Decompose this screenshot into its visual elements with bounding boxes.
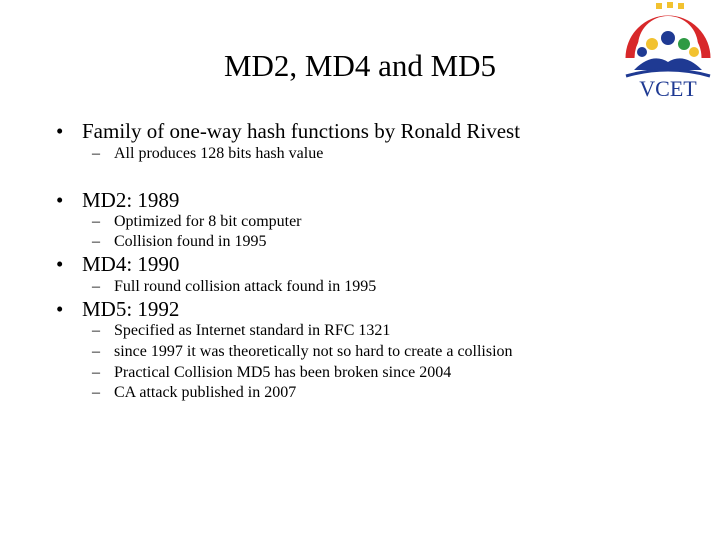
bullet-text: Family of one-way hash functions by Ronald Rivest <box>82 119 521 143</box>
sub-item <box>92 363 451 383</box>
bullet-item <box>56 296 179 322</box>
bullet-item <box>56 118 520 144</box>
dash-marker: – <box>92 364 100 381</box>
bullet-marker: • <box>56 297 64 321</box>
dash-marker: – <box>92 233 100 250</box>
sub-text: Practical Collision MD5 has been broken since 2004 <box>114 364 452 381</box>
dash-marker: – <box>92 213 100 230</box>
dash-marker: – <box>92 322 100 339</box>
bullet-marker: • <box>56 119 64 143</box>
sub-text: CA attack published in 2007 <box>114 384 297 401</box>
sub-text: Specified as Internet standard in RFC 1321 <box>114 322 391 339</box>
sub-item <box>92 383 296 403</box>
bullet-item <box>56 251 179 277</box>
sub-item <box>92 232 266 252</box>
sub-item <box>92 277 376 297</box>
sub-item <box>92 342 513 362</box>
dash-marker: – <box>92 278 100 295</box>
bullet-item <box>56 187 179 213</box>
bullet-marker: • <box>56 188 64 212</box>
bullet-marker: • <box>56 252 64 276</box>
sub-item <box>92 144 323 164</box>
sub-text: All produces 128 bits hash value <box>114 145 324 162</box>
sub-text: Collision found in 1995 <box>114 233 267 250</box>
dash-marker: – <box>92 384 100 401</box>
logo-text: VCET <box>639 76 697 100</box>
bullet-text: MD2: 1989 <box>82 188 180 212</box>
sub-text: Full round collision attack found in 1995 <box>114 278 377 295</box>
sub-item <box>92 212 302 232</box>
slide-title: MD2, MD4 and MD5 <box>223 48 497 83</box>
sub-text: since 1997 it was theoretically not so hard to create a collision <box>114 343 513 360</box>
bullet-text: MD5: 1992 <box>82 297 180 321</box>
sub-text: Optimized for 8 bit computer <box>114 213 302 230</box>
sub-item <box>92 321 390 341</box>
dash-marker: – <box>92 145 100 162</box>
dash-marker: – <box>92 343 100 360</box>
bullet-text: MD4: 1990 <box>82 252 180 276</box>
